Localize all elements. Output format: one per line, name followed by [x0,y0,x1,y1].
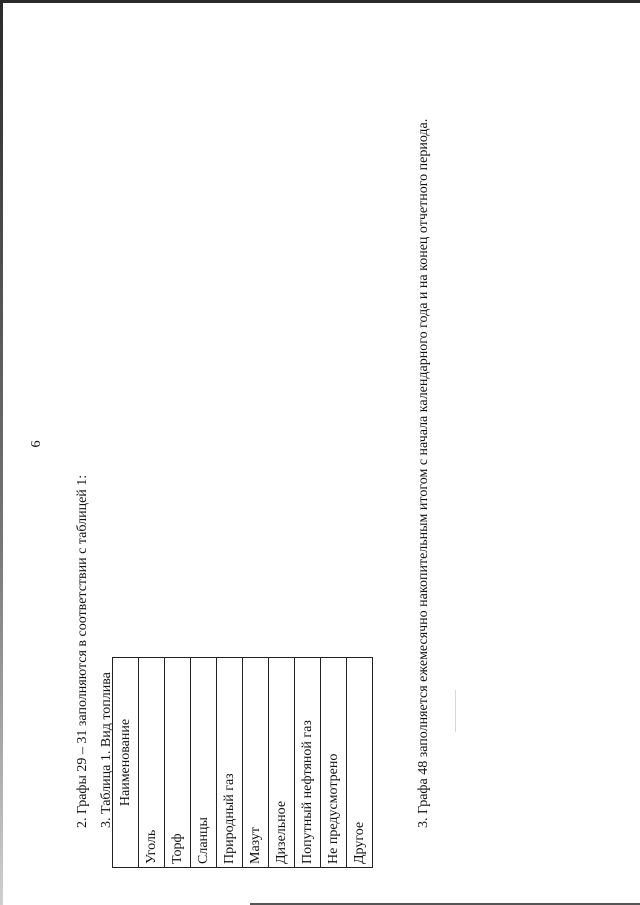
table-header-row [113,658,139,868]
table-cell: Другое [347,658,373,868]
table-cell: Уголь [139,658,165,868]
table-cell: Мазут [243,658,269,868]
table-row [139,658,165,868]
scan-mark [455,690,456,732]
paragraph-item-48 [413,0,435,828]
table-cell: Сланцы [191,658,217,868]
table-row [269,658,295,868]
table-cell: Торф [165,658,191,868]
table-row [347,658,373,868]
table-row [191,658,217,868]
table-header-name: Наименование [113,658,139,868]
fuel-type-table [112,657,373,868]
table-cell: Дизельное [269,658,295,868]
table-cell: Попутный нефтяной газ [295,658,321,868]
table-row [217,658,243,868]
table-row [165,658,191,868]
table-row [243,658,269,868]
item-48-text: 3. Графа 48 заполняется ежемесячно накопительным итогом с начала календарного года и на конец отчетного периода. [416,118,431,828]
table-caption-text: 3. Таблица 1. Вид топлива [99,672,114,828]
table-cell: Природный газ [217,658,243,868]
scan-edge-left [0,0,3,905]
table-row [295,658,321,868]
item-2-text: 2. Графы 29 – 31 заполняются в соответствии с таблицей 1: [75,474,90,828]
paragraph-item-2 [72,0,94,828]
table-cell: Не предусмотрено [321,658,347,868]
page-number: 6 [29,440,44,448]
table-row [321,658,347,868]
